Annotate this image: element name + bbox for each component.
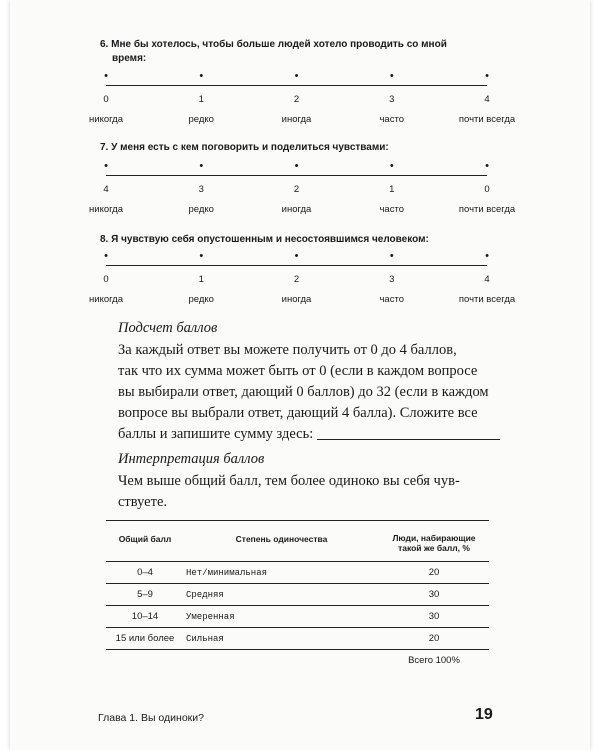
cell-degree: Сильная [184,628,379,650]
table-row [106,584,489,606]
page-number: 19 [475,706,493,723]
scoring-line: так что их сумма может быть от 0 (если в каждом вопросе [118,363,478,379]
chapter-footer: Глава 1. Вы одиноки? [98,712,204,724]
interpretation-line: ствуете. [118,494,168,510]
scoring-paragraph [118,340,498,445]
scale-line [106,265,487,266]
interpretation-heading: Интерпретация баллов [118,451,265,467]
scoring-line: вопросе вы выбрали ответ, дающий 4 балла). Сложите все [118,405,478,421]
header-people-percent-line2: такой же балл, % [398,543,470,553]
question-8-scale: • 0 никогда • 1 редко • 2 иногда • 3 часто • 4 почти всегда [89,250,516,305]
header-people-percent-line1: Люди, набирающие [392,533,476,543]
scoring-last-line [118,424,498,445]
scoring-line: вы выбирали ответ, дающий 0 баллов) до 32 (если в каждом [118,384,489,400]
question-8-title: 8. Я чувствую себя опустошенным и несостоявшимся человеком: [100,234,429,245]
question-6-title-line2: время: [112,53,147,64]
scoring-line: За каждый ответ вы можете получить от 0 до 4 баллов, [118,342,457,358]
header-total-score: Общий балл [106,521,184,562]
question-7-title: 7. У меня есть с кем поговорить и поделиться чувствами: [100,142,389,153]
cell-empty [106,650,184,672]
cell-percent: 30 [379,606,489,628]
question-6-title [100,38,447,66]
scoring-line: баллы и запишите сумму здесь: [118,426,317,442]
question-6-scale: • 0 никогда • 1 редко • 2 иногда • 3 часто • 4 почти всегда [89,70,516,125]
cell-range: 0–4 [106,562,184,584]
header-loneliness-degree: Степень одиночества [184,521,379,562]
table-row [106,606,489,628]
cell-percent: 20 [379,562,489,584]
score-table [106,520,489,671]
scale-line [106,175,487,176]
book-page [10,0,590,750]
cell-degree: Нет/минимальная [184,562,379,584]
cell-degree: Умеренная [184,606,379,628]
question-7-scale: • 4 никогда • 3 редко • 2 иногда • 1 часто • 0 почти всегда [89,160,516,215]
interpretation-paragraph [118,471,498,513]
table-row [106,628,489,650]
table-header-row [106,521,489,562]
question-6-title-line1: 6. Мне бы хотелось, чтобы больше людей хотело проводить со мной [100,39,447,50]
cell-range: 15 или более [106,628,184,650]
cell-empty [184,650,379,672]
interpretation-line: Чем выше общий балл, тем более одиноко вы себя чув- [118,473,460,489]
table-total-row [106,650,489,672]
scoring-heading: Подсчет баллов [118,320,218,336]
cell-percent: 20 [379,628,489,650]
header-people-percent [379,521,489,562]
table-row [106,562,489,584]
scale-line [106,85,487,86]
cell-degree: Средняя [184,584,379,606]
cell-range: 10–14 [106,606,184,628]
sum-write-in-field[interactable] [317,425,500,440]
cell-total: Всего 100% [408,655,460,666]
cell-range: 5–9 [106,584,184,606]
cell-percent: 30 [379,584,489,606]
